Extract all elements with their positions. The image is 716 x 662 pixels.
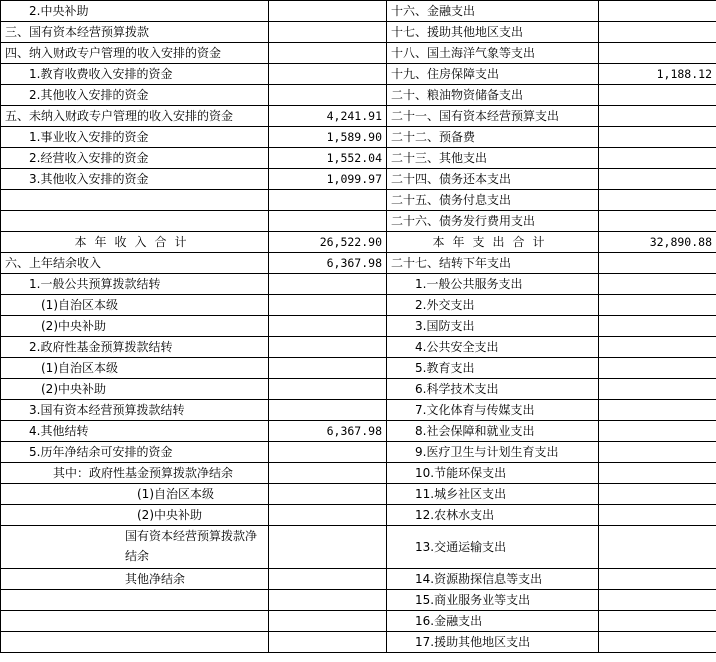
income-amount: 4,241.91 — [269, 106, 387, 127]
table-row — [1, 127, 716, 148]
expense-item: 5.教育支出 — [387, 358, 599, 379]
expense-amount — [599, 590, 716, 611]
expense-amount — [599, 569, 716, 590]
expense-item: 16.金融支出 — [387, 611, 599, 632]
expense-amount — [599, 85, 716, 106]
expense-amount — [599, 632, 716, 653]
expense-item: 2.外交支出 — [387, 295, 599, 316]
income-item: 国有资本经营预算拨款净结余 — [1, 526, 269, 569]
income-amount — [269, 463, 387, 484]
expense-item: 8.社会保障和就业支出 — [387, 421, 599, 442]
table-row — [1, 421, 716, 442]
expense-item: 1.一般公共服务支出 — [387, 274, 599, 295]
income-amount — [269, 211, 387, 232]
expense-amount — [599, 337, 716, 358]
expense-amount — [599, 611, 716, 632]
income-item: 2.经营收入安排的资金 — [1, 148, 269, 169]
expense-item: 13.交通运输支出 — [387, 526, 599, 569]
budget-table-body — [1, 1, 716, 653]
income-item: (1)自治区本级 — [1, 358, 269, 379]
income-amount — [269, 590, 387, 611]
income-amount: 1,552.04 — [269, 148, 387, 169]
expense-item: 二十五、债务付息支出 — [387, 190, 599, 211]
income-item: (2)中央补助 — [1, 505, 269, 526]
expense-amount — [599, 43, 716, 64]
expense-amount — [599, 22, 716, 43]
expense-item: 10.节能环保支出 — [387, 463, 599, 484]
expense-amount — [599, 358, 716, 379]
table-row — [1, 1, 716, 22]
income-amount — [269, 611, 387, 632]
income-amount: 6,367.98 — [269, 421, 387, 442]
table-row — [1, 211, 716, 232]
expense-item: 二十三、其他支出 — [387, 148, 599, 169]
income-amount — [269, 569, 387, 590]
expense-amount — [599, 505, 716, 526]
income-item: 本年收入合计 — [1, 232, 269, 253]
income-item — [1, 632, 269, 653]
expense-item: 二十六、债务发行费用支出 — [387, 211, 599, 232]
expense-amount — [599, 148, 716, 169]
income-amount — [269, 274, 387, 295]
table-row — [1, 169, 716, 190]
expense-amount — [599, 463, 716, 484]
expense-amount — [599, 442, 716, 463]
income-item: 1.事业收入安排的资金 — [1, 127, 269, 148]
income-amount — [269, 358, 387, 379]
table-row — [1, 358, 716, 379]
expense-item: 17.援助其他地区支出 — [387, 632, 599, 653]
table-row — [1, 85, 716, 106]
expense-item: 十八、国土海洋气象等支出 — [387, 43, 599, 64]
table-row — [1, 295, 716, 316]
expense-amount — [599, 295, 716, 316]
expense-item: 3.国防支出 — [387, 316, 599, 337]
expense-item: 二十一、国有资本经营预算支出 — [387, 106, 599, 127]
income-item: 3.其他收入安排的资金 — [1, 169, 269, 190]
expense-amount — [599, 421, 716, 442]
income-amount — [269, 295, 387, 316]
table-row — [1, 611, 716, 632]
income-item: (1)自治区本级 — [1, 295, 269, 316]
income-amount — [269, 337, 387, 358]
expense-amount — [599, 316, 716, 337]
income-item — [1, 211, 269, 232]
table-row — [1, 274, 716, 295]
expense-amount — [599, 169, 716, 190]
table-row — [1, 337, 716, 358]
expense-item: 十六、金融支出 — [387, 1, 599, 22]
table-row — [1, 526, 716, 569]
expense-amount — [599, 400, 716, 421]
expense-amount — [599, 253, 716, 274]
income-item: 2.政府性基金预算拨款结转 — [1, 337, 269, 358]
expense-amount — [599, 1, 716, 22]
table-row — [1, 232, 716, 253]
income-amount — [269, 442, 387, 463]
income-amount — [269, 526, 387, 569]
income-amount — [269, 190, 387, 211]
expense-item: 6.科学技术支出 — [387, 379, 599, 400]
income-amount — [269, 22, 387, 43]
expense-amount — [599, 274, 716, 295]
expense-item: 二十七、结转下年支出 — [387, 253, 599, 274]
expense-item: 9.医疗卫生与计划生育支出 — [387, 442, 599, 463]
income-item: 1.教育收费收入安排的资金 — [1, 64, 269, 85]
table-row — [1, 22, 716, 43]
table-row — [1, 148, 716, 169]
table-row — [1, 316, 716, 337]
expense-amount — [599, 211, 716, 232]
expense-amount: 32,890.88 — [599, 232, 716, 253]
table-row — [1, 190, 716, 211]
table-row — [1, 484, 716, 505]
income-amount — [269, 505, 387, 526]
income-item: 1.一般公共预算拨款结转 — [1, 274, 269, 295]
expense-item: 十九、住房保障支出 — [387, 64, 599, 85]
income-item: 三、国有资本经营预算拨款 — [1, 22, 269, 43]
income-amount: 6,367.98 — [269, 253, 387, 274]
expense-amount — [599, 106, 716, 127]
table-row — [1, 43, 716, 64]
income-item: 3.国有资本经营预算拨款结转 — [1, 400, 269, 421]
income-item: 四、纳入财政专户管理的收入安排的资金 — [1, 43, 269, 64]
income-amount — [269, 379, 387, 400]
income-amount — [269, 85, 387, 106]
income-amount: 1,589.90 — [269, 127, 387, 148]
table-row — [1, 569, 716, 590]
income-item — [1, 611, 269, 632]
expense-item: 本年支出合计 — [387, 232, 599, 253]
income-item: 其中：政府性基金预算拨款净结余 — [1, 463, 269, 484]
income-amount — [269, 64, 387, 85]
table-row — [1, 400, 716, 421]
income-item: 五、未纳入财政专户管理的收入安排的资金 — [1, 106, 269, 127]
income-amount — [269, 316, 387, 337]
income-item: (2)中央补助 — [1, 379, 269, 400]
table-row — [1, 64, 716, 85]
income-item: (2)中央补助 — [1, 316, 269, 337]
income-amount — [269, 43, 387, 64]
income-amount: 26,522.90 — [269, 232, 387, 253]
expense-item: 11.城乡社区支出 — [387, 484, 599, 505]
expense-item: 15.商业服务业等支出 — [387, 590, 599, 611]
expense-item: 二十四、债务还本支出 — [387, 169, 599, 190]
income-amount: 1,099.97 — [269, 169, 387, 190]
table-row — [1, 442, 716, 463]
expense-amount — [599, 379, 716, 400]
expense-item: 二十二、预备费 — [387, 127, 599, 148]
expense-amount — [599, 127, 716, 148]
table-row — [1, 632, 716, 653]
expense-amount: 1,188.12 — [599, 64, 716, 85]
income-item: 六、上年结余收入 — [1, 253, 269, 274]
income-item: 2.其他收入安排的资金 — [1, 85, 269, 106]
expense-amount — [599, 484, 716, 505]
table-row — [1, 463, 716, 484]
income-item: 2.中央补助 — [1, 1, 269, 22]
expense-item: 12.农林水支出 — [387, 505, 599, 526]
income-item — [1, 190, 269, 211]
expense-item: 十七、援助其他地区支出 — [387, 22, 599, 43]
income-item: (1)自治区本级 — [1, 484, 269, 505]
income-item: 4.其他结转 — [1, 421, 269, 442]
table-row — [1, 253, 716, 274]
expense-item: 7.文化体育与传媒支出 — [387, 400, 599, 421]
expense-amount — [599, 190, 716, 211]
table-row — [1, 106, 716, 127]
income-item: 其他净结余 — [1, 569, 269, 590]
table-row — [1, 590, 716, 611]
expense-item: 二十、粮油物资储备支出 — [387, 85, 599, 106]
income-amount — [269, 632, 387, 653]
income-amount — [269, 484, 387, 505]
income-item: 5.历年净结余可安排的资金 — [1, 442, 269, 463]
expense-item: 4.公共安全支出 — [387, 337, 599, 358]
table-row — [1, 379, 716, 400]
expense-item: 14.资源勘探信息等支出 — [387, 569, 599, 590]
expense-amount — [599, 526, 716, 569]
income-amount — [269, 400, 387, 421]
income-item — [1, 590, 269, 611]
income-amount — [269, 1, 387, 22]
table-row — [1, 505, 716, 526]
